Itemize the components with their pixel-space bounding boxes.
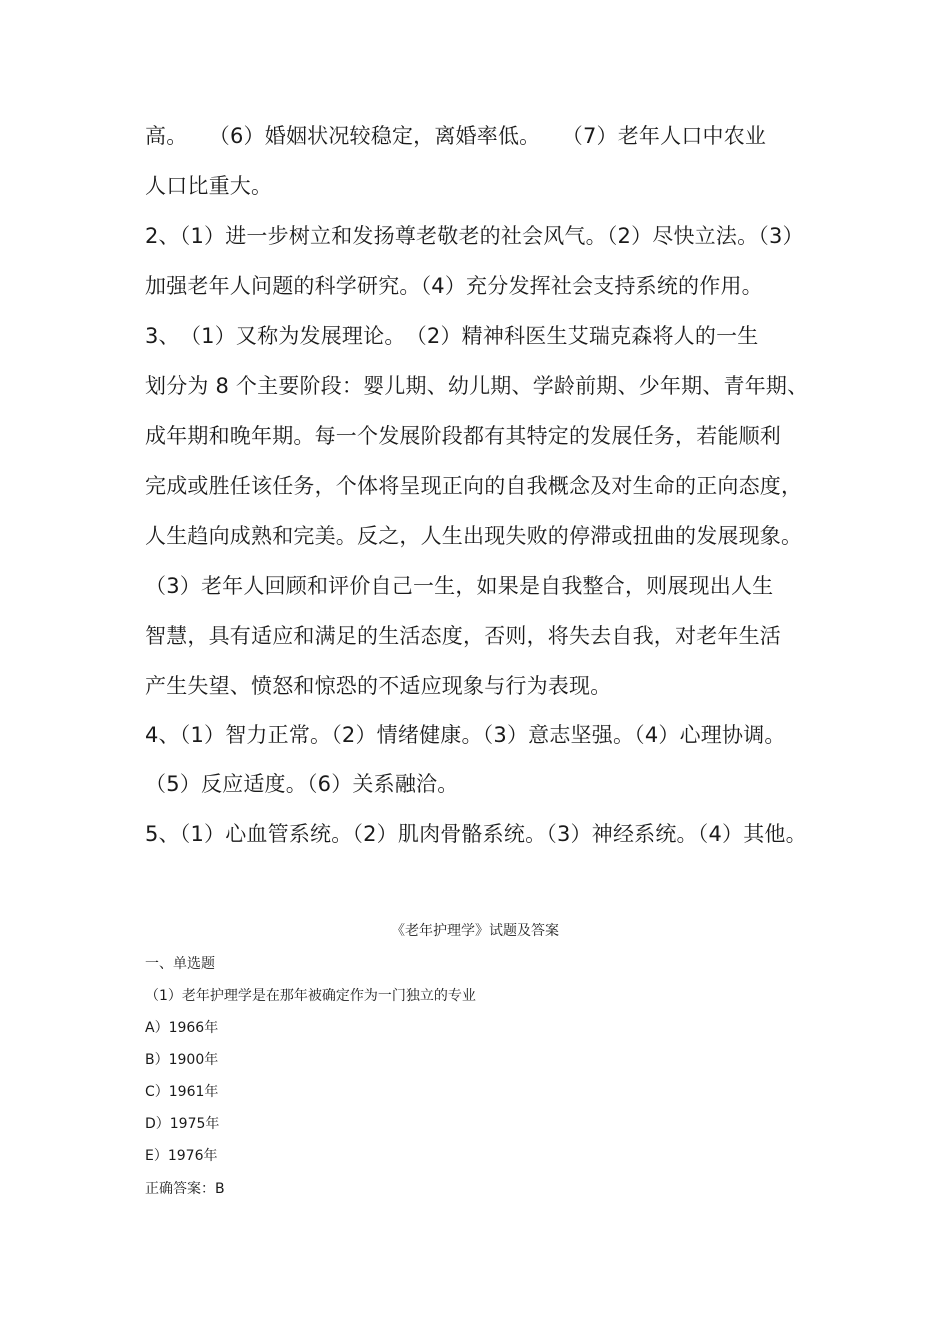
section-heading: 一、单选题 (145, 956, 215, 972)
answer-line: 加强老年人问题的科学研究。（4）充分发挥社会支持系统的作用。 (145, 274, 763, 298)
answer-line: 成年期和晚年期。每一个发展阶段都有其特定的发展任务，若能顺利 (145, 424, 781, 448)
answer-line: 智慧，具有适应和满足的生活态度，否则，将失去自我，对老年生活 (145, 624, 781, 648)
answer-line: 人生趋向成熟和完美。反之，人生出现失败的停滞或扭曲的发展现象。 (145, 524, 803, 548)
answer-line: 产生失望、愤怒和惊恐的不适应现象与行为表现。 (145, 674, 612, 698)
option-e: E）1976年 (145, 1148, 218, 1164)
answer-line: 划分为 8 个主要阶段：婴儿期、幼儿期、学龄前期、少年期、青年期、 (145, 374, 809, 398)
correct-answer: 正确答案：B (145, 1181, 225, 1197)
exam-title: 《老年护理学》试题及答案 (391, 923, 559, 939)
answer-line: 高。 （6）婚姻状况较稳定，离婚率低。 （7）老年人口中农业 (145, 124, 767, 148)
answer-line: 人口比重大。 (145, 174, 273, 198)
answer-line: 3、 （1）又称为发展理论。 （2）精神科医生艾瑞克森将人的一生 (145, 324, 759, 348)
option-b: B）1900年 (145, 1052, 219, 1068)
answer-line: 5、（1）心血管系统。（2）肌肉骨骼系统。（3）神经系统。（4）其他。 (145, 822, 807, 846)
answer-line: 4、（1）智力正常。（2）情绪健康。（3）意志坚强。（4）心理协调。 (145, 723, 786, 747)
answer-line: 2、（1）进一步树立和发扬尊老敬老的社会风气。（2）尽快立法。（3） (145, 224, 804, 248)
answer-line: （3）老年人回顾和评价自己一生，如果是自我整合，则展现出人生 (145, 574, 774, 598)
question-text: （1）老年护理学是在那年被确定作为一门独立的专业 (145, 988, 476, 1004)
option-a: A）1966年 (145, 1020, 219, 1036)
answer-line: （5）反应适度。（6）关系融洽。 (145, 772, 459, 796)
option-d: D）1975年 (145, 1116, 220, 1132)
option-c: C）1961年 (145, 1084, 219, 1100)
answer-line: 完成或胜任该任务，个体将呈现正向的自我概念及对生命的正向态度， (145, 474, 803, 498)
